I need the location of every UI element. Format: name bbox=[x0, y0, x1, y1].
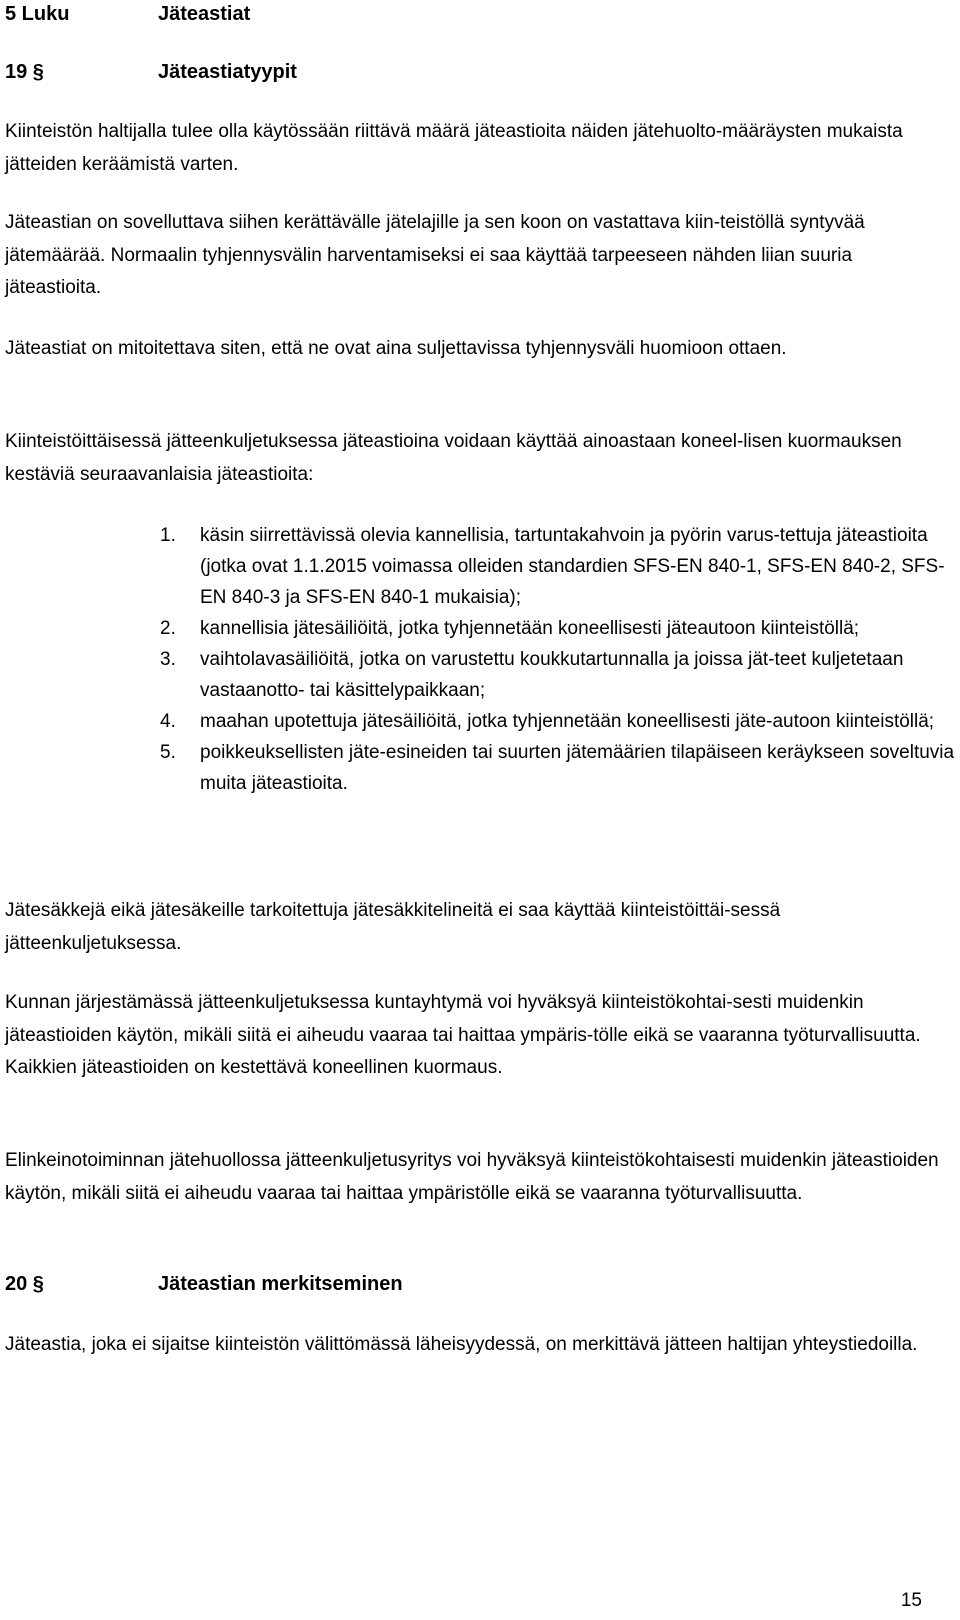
section-20-title: Jäteastian merkitseminen bbox=[158, 1273, 403, 1295]
section-19-title: Jäteastiatyypit bbox=[158, 61, 297, 83]
paragraph: Jätesäkkejä eikä jätesäkeille tarkoitettuja jätesäkkitelineitä ei saa käyttää kiinteistöittäi-sessä jätteenkuljetuksessa. bbox=[5, 900, 781, 954]
chapter-number: 5 Luku bbox=[5, 3, 70, 25]
section-20-heading bbox=[5, 1270, 403, 1298]
list-item bbox=[160, 613, 960, 644]
section-20-number: 20 § bbox=[5, 1273, 44, 1295]
list-item bbox=[160, 737, 960, 799]
list-item-number: 2. bbox=[160, 618, 176, 639]
section-19-number: 19 § bbox=[5, 61, 44, 83]
list-item-text: poikkeuksellisten jäte-esineiden tai suurten jätemäärien tilapäiseen keräykseen soveltuvia muita jäteastioita. bbox=[200, 742, 955, 794]
list-item-text: kannellisia jätesäiliöitä, jotka tyhjennetään koneellisesti jäteautoon kiinteistöllä; bbox=[200, 618, 860, 639]
paragraph: Elinkeinotoiminnan jätehuollossa jätteenkuljetusyritys voi hyväksyä kiinteistökohtaisesti muidenkin jäteastioiden käytön, mikäli siitä ei aiheudu vaaraa tai haittaa ympäristölle eikä se vaaranna työturvallisuutta. bbox=[5, 1150, 939, 1204]
chapter-title: Jäteastiat bbox=[158, 3, 251, 25]
list-item-number: 5. bbox=[160, 742, 176, 763]
list-item-text: käsin siirrettävissä olevia kannellisia, tartuntakahvoin ja pyörin varus-tettuja jäteastioita (jotka ovat 1.1.2015 voimassa olleiden standardien SFS-EN 840-1, SFS-EN 840-2, SFS-EN 840-3 ja SFS-EN 840-1 mukaisia); bbox=[200, 525, 945, 608]
list-item-text: vaihtolavasäiliöitä, jotka on varustettu koukkutartunnalla ja joissa jät-teet kuljetetaan vastaanotto- tai käsittelypaikkaan; bbox=[200, 649, 904, 701]
paragraph: Kiinteistöittäisessä jätteenkuljetuksessa jäteastioina voidaan käyttää ainoastaan koneel-lisen kuormauksen kestäviä seuraavanlaisia jäteastioita: bbox=[5, 431, 902, 485]
list-item-number: 1. bbox=[160, 525, 176, 546]
list-item-number: 3. bbox=[160, 649, 176, 670]
paragraph: Jäteastia, joka ei sijaitse kiinteistön välittömässä läheisyydessä, on merkittävä jätteen haltijan yhteystiedoilla. bbox=[5, 1334, 918, 1355]
paragraph: Jäteastiat on mitoitettava siten, että ne ovat aina suljettavissa tyhjennysväli huomioon ottaen. bbox=[5, 338, 787, 359]
section-19-heading bbox=[5, 58, 297, 86]
list-item bbox=[160, 520, 960, 613]
list-item bbox=[160, 644, 960, 706]
list-item-number: 4. bbox=[160, 711, 176, 732]
waste-container-list bbox=[160, 520, 960, 799]
paragraph: Kiinteistön haltijalla tulee olla käytössään riittävä määrä jäteastioita näiden jätehuolto-määräysten mukaista jätteiden keräämistä varten. bbox=[5, 121, 903, 175]
paragraph: Jäteastian on sovelluttava siihen kerättävälle jätelajille ja sen koon on vastattava kiin-teistöllä syntyvää jätemäärää. Normaalin tyhjennysvälin harventamiseksi ei saa käyttää tarpeeseen nähden liian suuria jäteastioita. bbox=[5, 212, 865, 298]
list-item bbox=[160, 706, 960, 737]
list-item-text: maahan upotettuja jätesäiliöitä, jotka tyhjennetään koneellisesti jäte-autoon kiinteistöllä; bbox=[200, 711, 935, 732]
paragraph: Kunnan järjestämässä jätteenkuljetuksessa kuntayhtymä voi hyväksyä kiinteistökohtai-sesti muidenkin jäteastioiden käytön, mikäli siitä ei aiheudu vaaraa tai haittaa ympäris-tölle eikä se vaaranna työturvallisuutta. Kaikkien jäteastioiden on kestettävä koneellinen kuormaus. bbox=[5, 992, 921, 1078]
page-number: 15 bbox=[900, 1590, 922, 1611]
chapter-heading bbox=[5, 0, 250, 28]
